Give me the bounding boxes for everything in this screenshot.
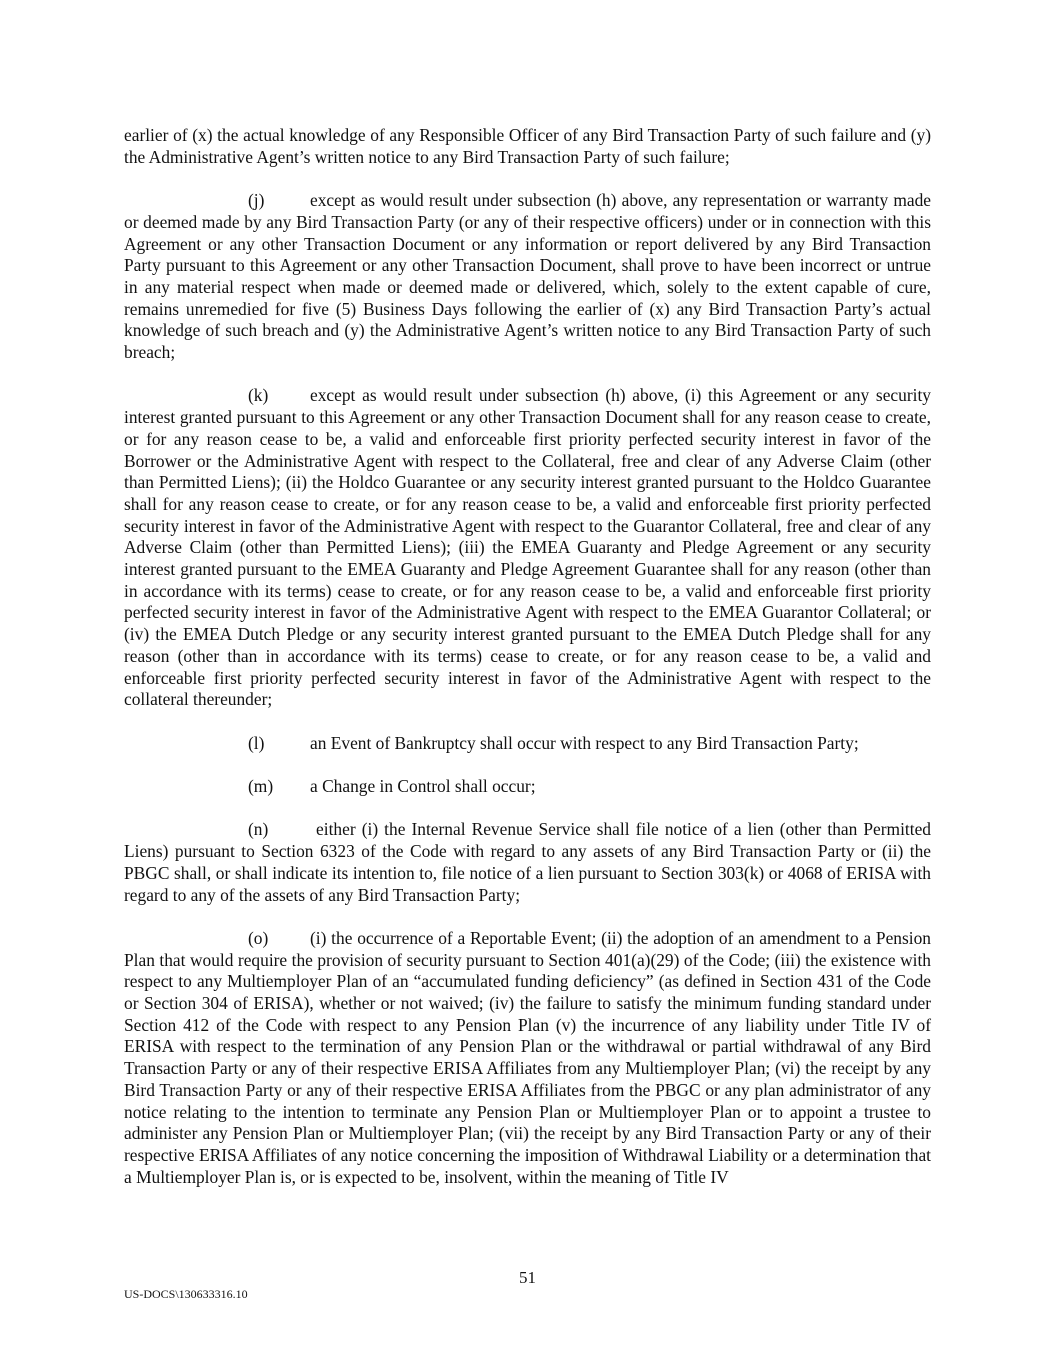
paragraph-k-text: except as would result under subsection (h) above, (i) this Agreement or any security interest granted pursuant to this Agreement or any other Transaction Document shall for any reason cease to create, or for any reason cease to be, a valid and enforceable first priority perfected security interest in favor of the Borrower or the Administrative Agent with respect to the Collateral, free and clear of any Adverse Claim (other than Permitted Liens); (ii) the Holdco Guarantee or any security interest granted pursuant to the Holdco Guarantee shall for any reason cease to create, or for any reason cease to be, a valid and enforceable first priority perfected security interest in favor of the Administrative Agent with respect to the Guarantor Collateral, free and clear of any Adverse Claim (other than Permitted Liens); (iii) the EMEA Guaranty and Pledge Agreement or any security interest granted pursuant to the EMEA Guaranty and Pledge Agreement Guarantee shall for any reason (other than in accordance with its terms) cease to create, or for any reason cease to be, a valid and enforceable first priority perfected security interest in favor of the Administrative Agent with respect to the EMEA Guarantor Collateral; or (iv) the EMEA Dutch Pledge or any security interest granted pursuant to the EMEA Dutch Pledge shall for any reason (other than in accordance with its terms) cease to create, or for any reason cease to be, a valid and enforceable first priority perfected security interest in favor of the Administrative Agent with respect to the collateral thereunder; (124, 385, 931, 710)
enumerator-j: (j) (248, 190, 265, 211)
enumerator-k: (k) (248, 385, 269, 406)
paragraph-j (124, 190, 931, 364)
paragraph-k (124, 385, 931, 711)
paragraph-j-text: except as would result under subsection (h) above, any representation or warranty made or deemed made by any Bird Transaction Party (or any of their respective officers) under or in connection with this Agreement or any other Transaction Document or any information or report delivered by any Bird Transaction Party pursuant to this Agreement or any other Transaction Document, shall prove to have been incorrect or untrue in any material respect when made or deemed made or delivered, which, solely to the extent capable of cure, remains unremedied for five (5) Business Days following the earlier of (x) any Bird Transaction Party’s actual knowledge of such breach and (y) the Administrative Agent’s written notice to any Bird Transaction Party of such breach; (124, 190, 931, 363)
paragraph-continuation: earlier of (x) the actual knowledge of any Responsible Officer of any Bird Transaction Party of such failure and (y) the Administrative Agent’s written notice to any Bird Transaction Party of such failure; (124, 125, 931, 167)
page-number: 51 (519, 1268, 536, 1287)
paragraph-l (124, 733, 931, 755)
paragraph-n-text: either (i) the Internal Revenue Service shall file notice of a lien (other than Permitted Liens) pursuant to Section 6323 of the Code with regard to any assets of any Bird Transaction Party or (ii) the PBGC shall, or shall indicate its intention to, file notice of a lien pursuant to Section 303(k) or 4068 of ERISA with regard to any of the assets of any Bird Transaction Party; (124, 819, 936, 905)
document-body (124, 125, 936, 1210)
paragraph-o (124, 928, 931, 1188)
paragraph-m-text: a Change in Control shall occur; (310, 776, 536, 797)
paragraph-o-text: (i) the occurrence of a Reportable Event; (ii) the adoption of an amendment to a Pension Plan that would require the provision of security pursuant to Section 401(a)(29) of the Code; (iii) the existence with respect to any Multiemployer Plan of an “accumulated funding deficiency” (as defined in Section 431 of the Code or Section 304 of ERISA), whether or not waived; (iv) the failure to satisfy the minimum funding standard under Section 412 of the Code with respect to any Pension Plan (v) the incurrence of any liability under Title IV of ERISA with respect to the termination of any Pension Plan or the withdrawal or partial withdrawal of any Bird Transaction Party or any of their respective ERISA Affiliates from any Multiemployer Plan; (vi) the receipt by any Bird Transaction Party or any of their respective ERISA Affiliates from the PBGC or any plan administrator of any notice relating to the intention to terminate any Pension Plan or Multiemployer Plan or to appoint a trustee to administer any Pension Plan or Multiemployer Plan; (vii) the receipt by any Bird Transaction Party or any of their respective ERISA Affiliates of any notice concerning the imposition of Withdrawal Liability or a determination that a Multiemployer Plan is, or is expected to be, insolvent, within the meaning of Title IV (124, 927, 931, 1187)
enumerator-l: (l) (248, 732, 265, 753)
enumerator-n: (n) (248, 819, 269, 840)
paragraph-m (124, 776, 931, 798)
paragraph-n (124, 819, 936, 906)
paragraph-l-text: an Event of Bankruptcy shall occur with respect to any Bird Transaction Party; (310, 732, 859, 753)
enumerator-m: (m) (248, 776, 274, 797)
enumerator-o: (o) (248, 927, 269, 948)
document-id: US-DOCS\130633316.10 (124, 1287, 248, 1301)
